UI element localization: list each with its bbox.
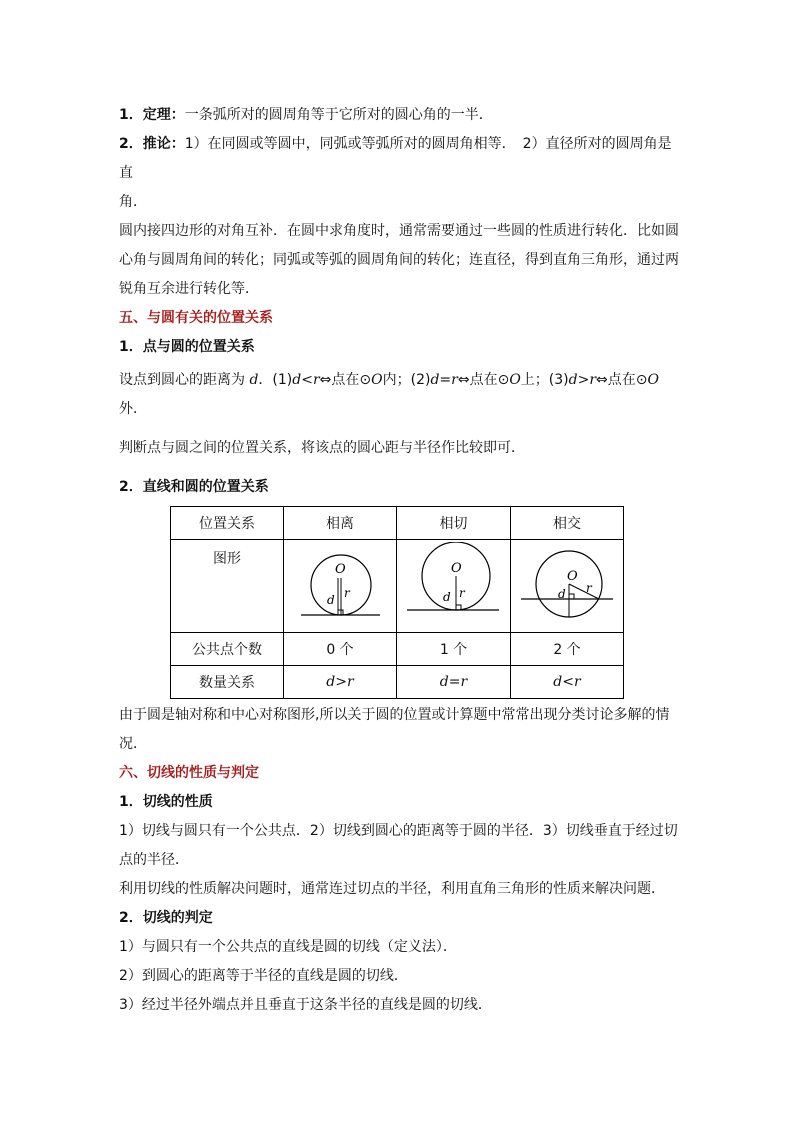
label-o-tangent: O <box>451 561 462 576</box>
table-row-quantity <box>171 666 624 699</box>
figure-tangent-cell <box>397 540 511 633</box>
table-row-header <box>171 507 624 540</box>
corollary-line <box>119 130 679 188</box>
pc-cond-2-post: ⇔点在⊙ <box>457 372 510 388</box>
line-circle-title: 2．直线和圆的位置关系 <box>119 479 269 495</box>
right-angle-intersect <box>569 594 574 599</box>
tangent-props-line-1: 1）切线与圆只有一个公共点．2）切线到圆心的距离等于圆的半径．3）切线垂直于经过切 <box>119 823 678 839</box>
label-r-intersect: r <box>586 581 592 595</box>
corollary-number: 2． <box>119 136 143 152</box>
relation-separate <box>284 666 397 699</box>
theorem-label: 定理： <box>142 107 185 123</box>
table-row-count <box>171 633 624 666</box>
cyclic-para-line-2: 心角与圆周角间的转化；同弧或等弧的圆周角间的转化；连直径，得到直角三角形，通过两 <box>119 252 679 268</box>
cyclic-para-line-3: 锐角互余进行转化等． <box>119 281 259 297</box>
pc-cond-2-end: 上；(3) <box>520 372 569 388</box>
pc-cond-3-post: ⇔点在⊙ <box>596 372 648 388</box>
tangent-props-line-2: 点的半径． <box>119 852 189 868</box>
point-circle-para <box>119 366 679 395</box>
label-d-intersect: d <box>558 587 566 601</box>
label-r-separate: r <box>344 586 350 600</box>
relation-separate-text: d>r <box>326 674 354 690</box>
tangent-judge-item-2: 2）到圆心的距离等于半径的直线是圆的切线． <box>119 968 408 984</box>
tangent-judge-title: 2．切线的判定 <box>119 910 213 926</box>
table-row-figure <box>171 540 624 633</box>
pc-cond-1: d<r <box>292 372 320 388</box>
figure-intersect-cell <box>511 540 624 633</box>
relation-tangent-text: d=r <box>439 674 468 690</box>
point-circle-para-line-2: 外． <box>119 401 147 417</box>
count-intersect: 2 个 <box>511 633 624 666</box>
tangent-judge-item-3: 3）经过半径外端点并且垂直于这条半径的直线是圆的切线． <box>119 997 492 1013</box>
pc-cond-1-post: ⇔点在⊙ <box>319 372 372 388</box>
corollary-text: 1）在同圆或等圆中，同弧或等弧所对的圆周角相等． 2）直径所对的圆周角是直 <box>119 136 672 181</box>
symmetry-para-line-2: 况． <box>119 736 147 752</box>
theorem-number: 1． <box>119 107 143 123</box>
header-intersect: 相交 <box>511 507 624 540</box>
theorem-line <box>119 101 679 130</box>
pc-o-3: O <box>647 372 659 388</box>
section-6-title: 六、切线的性质与判定 <box>119 765 259 781</box>
pc-o-2: O <box>509 372 521 388</box>
pc-d: d <box>249 372 259 388</box>
theorem-text: 一条弧所对的圆周角等于它所对的圆心角的一半． <box>184 107 493 123</box>
label-o-intersect: O <box>567 569 578 584</box>
corollary-label: 推论： <box>142 136 185 152</box>
symmetry-para-line-1: 由于圆是轴对称和中心对称图形,所以关于圆的位置或计算题中常常出现分类讨论多解的情 <box>119 707 670 723</box>
figure-separate-cell <box>284 540 397 633</box>
header-relation: 位置关系 <box>171 507 284 540</box>
label-d-tangent: d <box>443 590 451 604</box>
relation-intersect <box>511 666 624 699</box>
point-circle-title: 1．点与圆的位置关系 <box>119 339 255 355</box>
pc-cond-2: d=r <box>430 372 458 388</box>
count-label: 公共点个数 <box>171 633 284 666</box>
section-5-title: 五、与圆有关的位置关系 <box>119 310 273 326</box>
header-tangent: 相切 <box>397 507 511 540</box>
pc-mid: ．(1) <box>258 372 293 388</box>
tangent-props-line-3: 利用切线的性质解决问题时，通常连过切点的半径，利用直角三角形的性质来解决问题． <box>119 881 665 897</box>
relation-intersect-text: d<r <box>553 674 581 690</box>
cyclic-para-line-1: 圆内接四边形的对角互补．在圆中求角度时，通常需要通过一些圆的性质进行转化．比如圆 <box>119 223 679 239</box>
point-circle-judge: 判断点与圆之间的位置关系，将该点的圆心距与半径作比较即可． <box>119 440 525 456</box>
line-circle-table <box>170 506 624 699</box>
figure-label: 图形 <box>171 540 284 633</box>
pc-cond-1-end: 内；(2) <box>382 372 431 388</box>
count-separate: 0 个 <box>284 633 397 666</box>
tangent-judge-item-1: 1）与圆只有一个公共点的直线是圆的切线（定义法）． <box>119 939 457 955</box>
quantity-label: 数量关系 <box>171 666 284 699</box>
header-separate: 相离 <box>284 507 397 540</box>
tangent-props-title: 1．切线的性质 <box>119 794 213 810</box>
label-o-separate: O <box>335 562 346 577</box>
pc-o-1: O <box>371 372 383 388</box>
label-r-tangent: r <box>459 586 465 600</box>
figure-intersect <box>511 542 623 626</box>
label-d-separate: d <box>327 593 335 607</box>
figure-separate <box>284 542 396 626</box>
document-content <box>119 101 679 1020</box>
corollary-line-2: 角． <box>119 194 147 210</box>
count-tangent: 1 个 <box>397 633 511 666</box>
relation-tangent <box>397 666 511 699</box>
pc-pre: 设点到圆心的距离为 <box>119 372 250 388</box>
figure-tangent <box>397 542 510 626</box>
pc-cond-3: d>r <box>568 372 597 388</box>
